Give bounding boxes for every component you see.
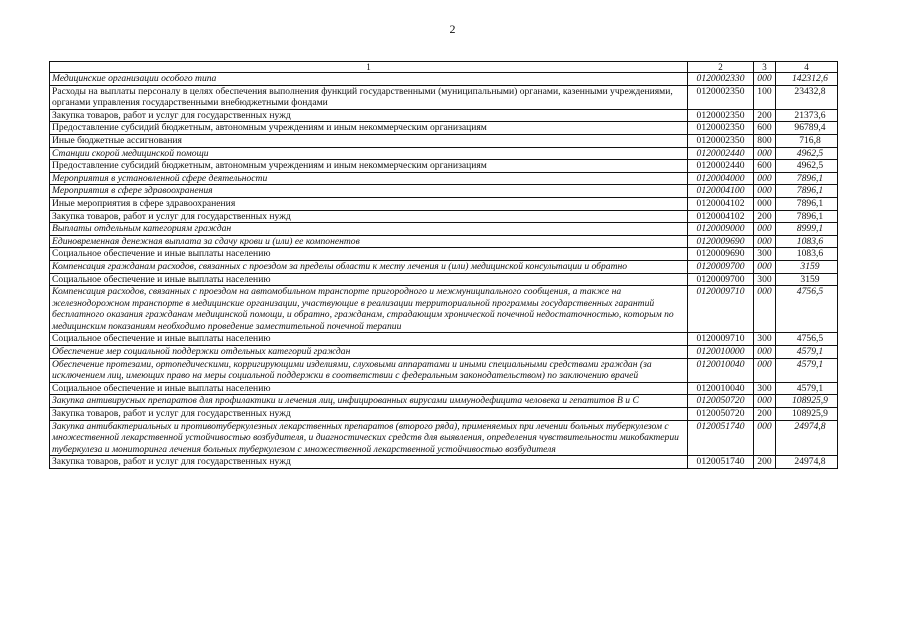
row-amount: 108925,9 — [792, 408, 828, 420]
row-amount: 1083,6 — [796, 248, 824, 260]
row-type: 200 — [754, 456, 776, 469]
row-code: 0120009700 — [688, 260, 754, 273]
row-code: 0120010000 — [688, 346, 754, 359]
row-type: 000 — [754, 420, 776, 456]
row-name: Обеспечение мер социальной поддержки отдельных категорий граждан — [50, 346, 688, 359]
row-amount: 4756,5 — [796, 286, 824, 298]
row-name: Иные мероприятия в сфере здравоохранения — [50, 197, 688, 210]
table-row — [50, 147, 838, 160]
row-code: 0120004000 — [688, 172, 754, 185]
row-code: 0120002440 — [688, 147, 754, 160]
row-code: 0120004102 — [688, 197, 754, 210]
row-type: 800 — [754, 134, 776, 147]
row-code: 0120050720 — [688, 395, 754, 408]
table-row — [50, 109, 838, 122]
row-amount: 4962,5 — [796, 160, 824, 172]
row-name: Иные бюджетные ассигнования — [50, 134, 688, 147]
row-amount: 24974,8 — [794, 456, 826, 468]
row-amount: 3159 — [800, 273, 820, 285]
row-name: Единовременная денежная выплата за сдачу крови и (или) ее компонентов — [50, 235, 688, 248]
row-amount: 7896,1 — [796, 172, 824, 184]
row-amount: 21373,6 — [794, 109, 826, 121]
row-type: 300 — [754, 333, 776, 346]
table-row — [50, 248, 838, 261]
row-name: Мероприятия в сфере здравоохранения — [50, 185, 688, 198]
row-type: 300 — [754, 273, 776, 286]
row-type: 600 — [754, 122, 776, 135]
row-name: Предоставление субсидий бюджетным, автономным учреждениям и иным некоммерческим организациям — [50, 160, 688, 173]
row-type: 200 — [754, 109, 776, 122]
row-amount: 4756,5 — [796, 333, 824, 345]
row-code: 0120004100 — [688, 185, 754, 198]
table-row — [50, 210, 838, 223]
row-name: Закупка товаров, работ и услуг для государственных нужд — [50, 456, 688, 469]
row-code: 0120002350 — [688, 109, 754, 122]
row-name: Компенсация расходов, связанных с проездом на автомобильном транспорте пригородного и межмуниципального сообщения, а также на железнодорожном транспорте в медицинские организации, участвующие в реализации территориальной программы государственных гарантий бесплатного оказания гражданам медицинской помощи, и обратно, гражданам, страдающим хронической почечной недостаточностью, которым по медицинским показаниям необходимо проведение заместительной почечной терапии — [50, 286, 688, 333]
table-row — [50, 286, 838, 333]
row-code: 0120051740 — [688, 420, 754, 456]
row-code: 0120050720 — [688, 408, 754, 421]
table-row — [50, 197, 838, 210]
table-row — [50, 273, 838, 286]
budget-table — [49, 61, 838, 469]
row-amount: 4579,1 — [796, 382, 824, 394]
row-code: 0120051740 — [688, 456, 754, 469]
row-type: 000 — [754, 223, 776, 236]
row-name: Социальное обеспечение и иные выплаты населению — [50, 273, 688, 286]
row-code: 0120009000 — [688, 223, 754, 236]
row-amount: 7896,1 — [796, 197, 824, 209]
row-name: Закупка антибактериальных и противотуберкулезных лекарственных препаратов (второго ряда), применяемых при лечении больных туберкулезом с множественной лекарственной устойчивостью возбудителя, и диагностических средств для выявления, определения чувствительности микобактерии туберкулеза и мониторинга лечения больных туберкулезом с множественной лекарственной устойчивостью возбудителя — [50, 420, 688, 456]
row-amount: 7896,1 — [796, 210, 824, 222]
row-name: Мероприятия в установленной сфере деятельности — [50, 172, 688, 185]
row-type: 000 — [754, 235, 776, 248]
row-type: 000 — [754, 185, 776, 198]
row-amount: 24974,8 — [794, 420, 826, 432]
row-code: 0120002350 — [688, 134, 754, 147]
row-amount: 23432,8 — [794, 85, 826, 97]
row-name: Предоставление субсидий бюджетным, автономным учреждениям и иным некоммерческим организациям — [50, 122, 688, 135]
table-row — [50, 134, 838, 147]
table-row — [50, 172, 838, 185]
table-header-row — [50, 62, 838, 73]
row-type: 200 — [754, 408, 776, 421]
row-name: Компенсация гражданам расходов, связанных с проездом за пределы области к месту лечения и (или) медицинской консультации и обратно — [50, 260, 688, 273]
row-type: 000 — [754, 172, 776, 185]
table-row — [50, 160, 838, 173]
budget-table-body — [50, 62, 838, 469]
table-row — [50, 85, 838, 109]
row-code: 0120002350 — [688, 85, 754, 109]
table-row — [50, 185, 838, 198]
row-type: 000 — [754, 395, 776, 408]
table-row — [50, 395, 838, 408]
row-name: Медицинские организации особого типа — [50, 73, 688, 86]
row-amount: 142312,6 — [792, 73, 828, 84]
row-type: 300 — [754, 248, 776, 261]
column-header-1: 1 — [50, 62, 688, 73]
row-type: 200 — [754, 210, 776, 223]
table-row — [50, 223, 838, 236]
row-name: Закупка антивирусных препаратов для профилактики и лечения лиц, инфицированных вирусами иммунодефицита человека и гепатитов В и С — [50, 395, 688, 408]
row-amount: 716,8 — [799, 134, 821, 146]
table-row — [50, 235, 838, 248]
row-name: Закупка товаров, работ и услуг для государственных нужд — [50, 109, 688, 122]
row-amount: 7896,1 — [796, 185, 824, 197]
row-type: 000 — [754, 197, 776, 210]
table-row — [50, 73, 838, 86]
row-name: Социальное обеспечение и иные выплаты населению — [50, 333, 688, 346]
row-type: 000 — [754, 260, 776, 273]
row-type: 600 — [754, 160, 776, 173]
table-row — [50, 358, 838, 382]
row-type: 000 — [754, 358, 776, 382]
row-name: Закупка товаров, работ и услуг для государственных нужд — [50, 408, 688, 421]
row-amount: 4579,1 — [796, 346, 824, 358]
row-amount: 8999,1 — [796, 223, 824, 235]
row-type: 000 — [754, 346, 776, 359]
row-name: Закупка товаров, работ и услуг для государственных нужд — [50, 210, 688, 223]
table-row — [50, 382, 838, 395]
table-row — [50, 122, 838, 135]
table-row — [50, 333, 838, 346]
row-type: 000 — [754, 147, 776, 160]
row-amount: 1083,6 — [796, 235, 824, 247]
row-code: 0120009710 — [688, 333, 754, 346]
row-name: Расходы на выплаты персоналу в целях обеспечения выполнения функций государственными (муниципальными) органами, казенными учреждениями, органами управления государственными внебюджетными фондами — [50, 85, 688, 109]
row-amount: 108925,9 — [792, 395, 828, 407]
row-code: 0120002350 — [688, 122, 754, 135]
row-amount: 3159 — [800, 260, 820, 272]
column-header-4: 4 — [776, 62, 838, 73]
row-code: 0120009690 — [688, 235, 754, 248]
row-amount: 96789,4 — [794, 122, 826, 134]
row-name: Выплаты отдельным категориям граждан — [50, 223, 688, 236]
row-type: 300 — [754, 382, 776, 395]
column-header-2: 2 — [688, 62, 754, 73]
column-header-3: 3 — [754, 62, 776, 73]
table-row — [50, 456, 838, 469]
row-type: 000 — [754, 73, 776, 86]
row-amount: 4962,5 — [796, 147, 824, 159]
table-row — [50, 260, 838, 273]
row-code: 0120009690 — [688, 248, 754, 261]
page-number: 2 — [449, 22, 456, 36]
row-code: 0120002440 — [688, 160, 754, 173]
row-code: 0120002330 — [688, 73, 754, 86]
row-code: 0120009700 — [688, 273, 754, 286]
row-code: 0120010040 — [688, 358, 754, 382]
row-code: 0120010040 — [688, 382, 754, 395]
row-code: 0120004102 — [688, 210, 754, 223]
table-row — [50, 408, 838, 421]
table-row — [50, 346, 838, 359]
row-code: 0120009710 — [688, 286, 754, 333]
row-name: Социальное обеспечение и иные выплаты населению — [50, 248, 688, 261]
row-amount: 4579,1 — [796, 358, 824, 370]
row-name: Социальное обеспечение и иные выплаты населению — [50, 382, 688, 395]
row-type: 000 — [754, 286, 776, 333]
row-type: 100 — [754, 85, 776, 109]
table-row — [50, 420, 838, 456]
row-name: Обеспечение протезами, ортопедическими, корригирующими изделиями, слуховыми аппаратами и иными специальными средствами граждан (за исключением лиц, имеющих право на меры социальной поддержки в соответствии с федеральным законодательством) по заключению врачей — [50, 358, 688, 382]
row-name: Станции скорой медицинской помощи — [50, 147, 688, 160]
